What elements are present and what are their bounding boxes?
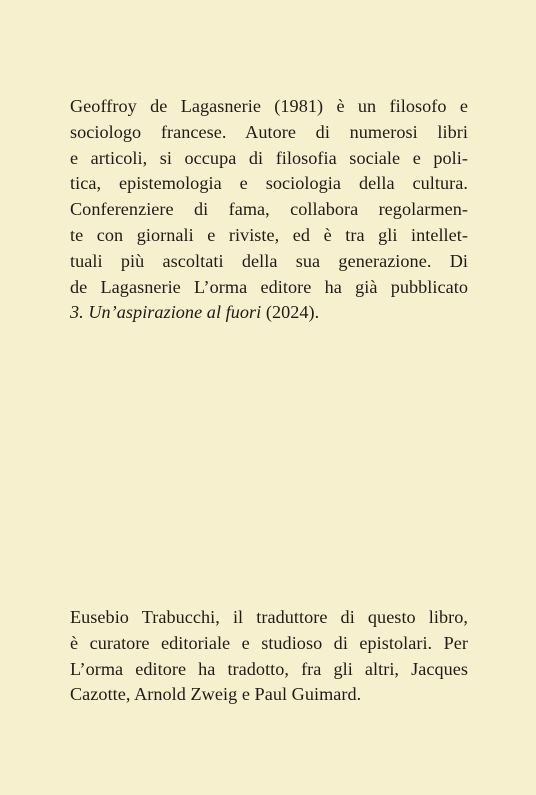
book-year: (2024). [261,302,320,323]
author-bio-final-line [70,300,468,326]
author-bio-line: de Lagasnerie L’orma editore ha già pubblicato [70,276,468,297]
translator-bio-line: è curatore editoriale e studioso di epistolari. Per [70,632,468,653]
author-bio-line: te con giornali e riviste, ed è tra gli intellet- [70,224,468,245]
author-bio-line: Conferenziere di fama, collabora regolarmen- [70,199,468,220]
author-bio-line: sociologo francese. Autore di numerosi libri [70,121,468,142]
translator-bio-line: Cazotte, Arnold Zweig e Paul Guimard. [70,684,362,705]
author-bio-line: Geoffroy de Lagasnerie (1981) è un filosofo e [70,96,468,116]
translator-bio [70,605,468,708]
author-bio-line: tica, epistemologia e sociologia della cultura. [70,173,468,194]
translator-bio-line: Eusebio Trabucchi, il traduttore di questo libro, [70,607,468,627]
book-title: 3. Un’aspirazione al fuori [70,302,262,323]
author-bio-line: e articoli, si occupa di filosofia sociale e poli- [70,147,468,168]
translator-bio-line: L’orma editore ha tradotto, fra gli altri, Jacques [70,658,468,679]
author-bio [70,94,468,326]
author-bio-line: tuali più ascoltati della sua generazione. Di [70,250,468,271]
